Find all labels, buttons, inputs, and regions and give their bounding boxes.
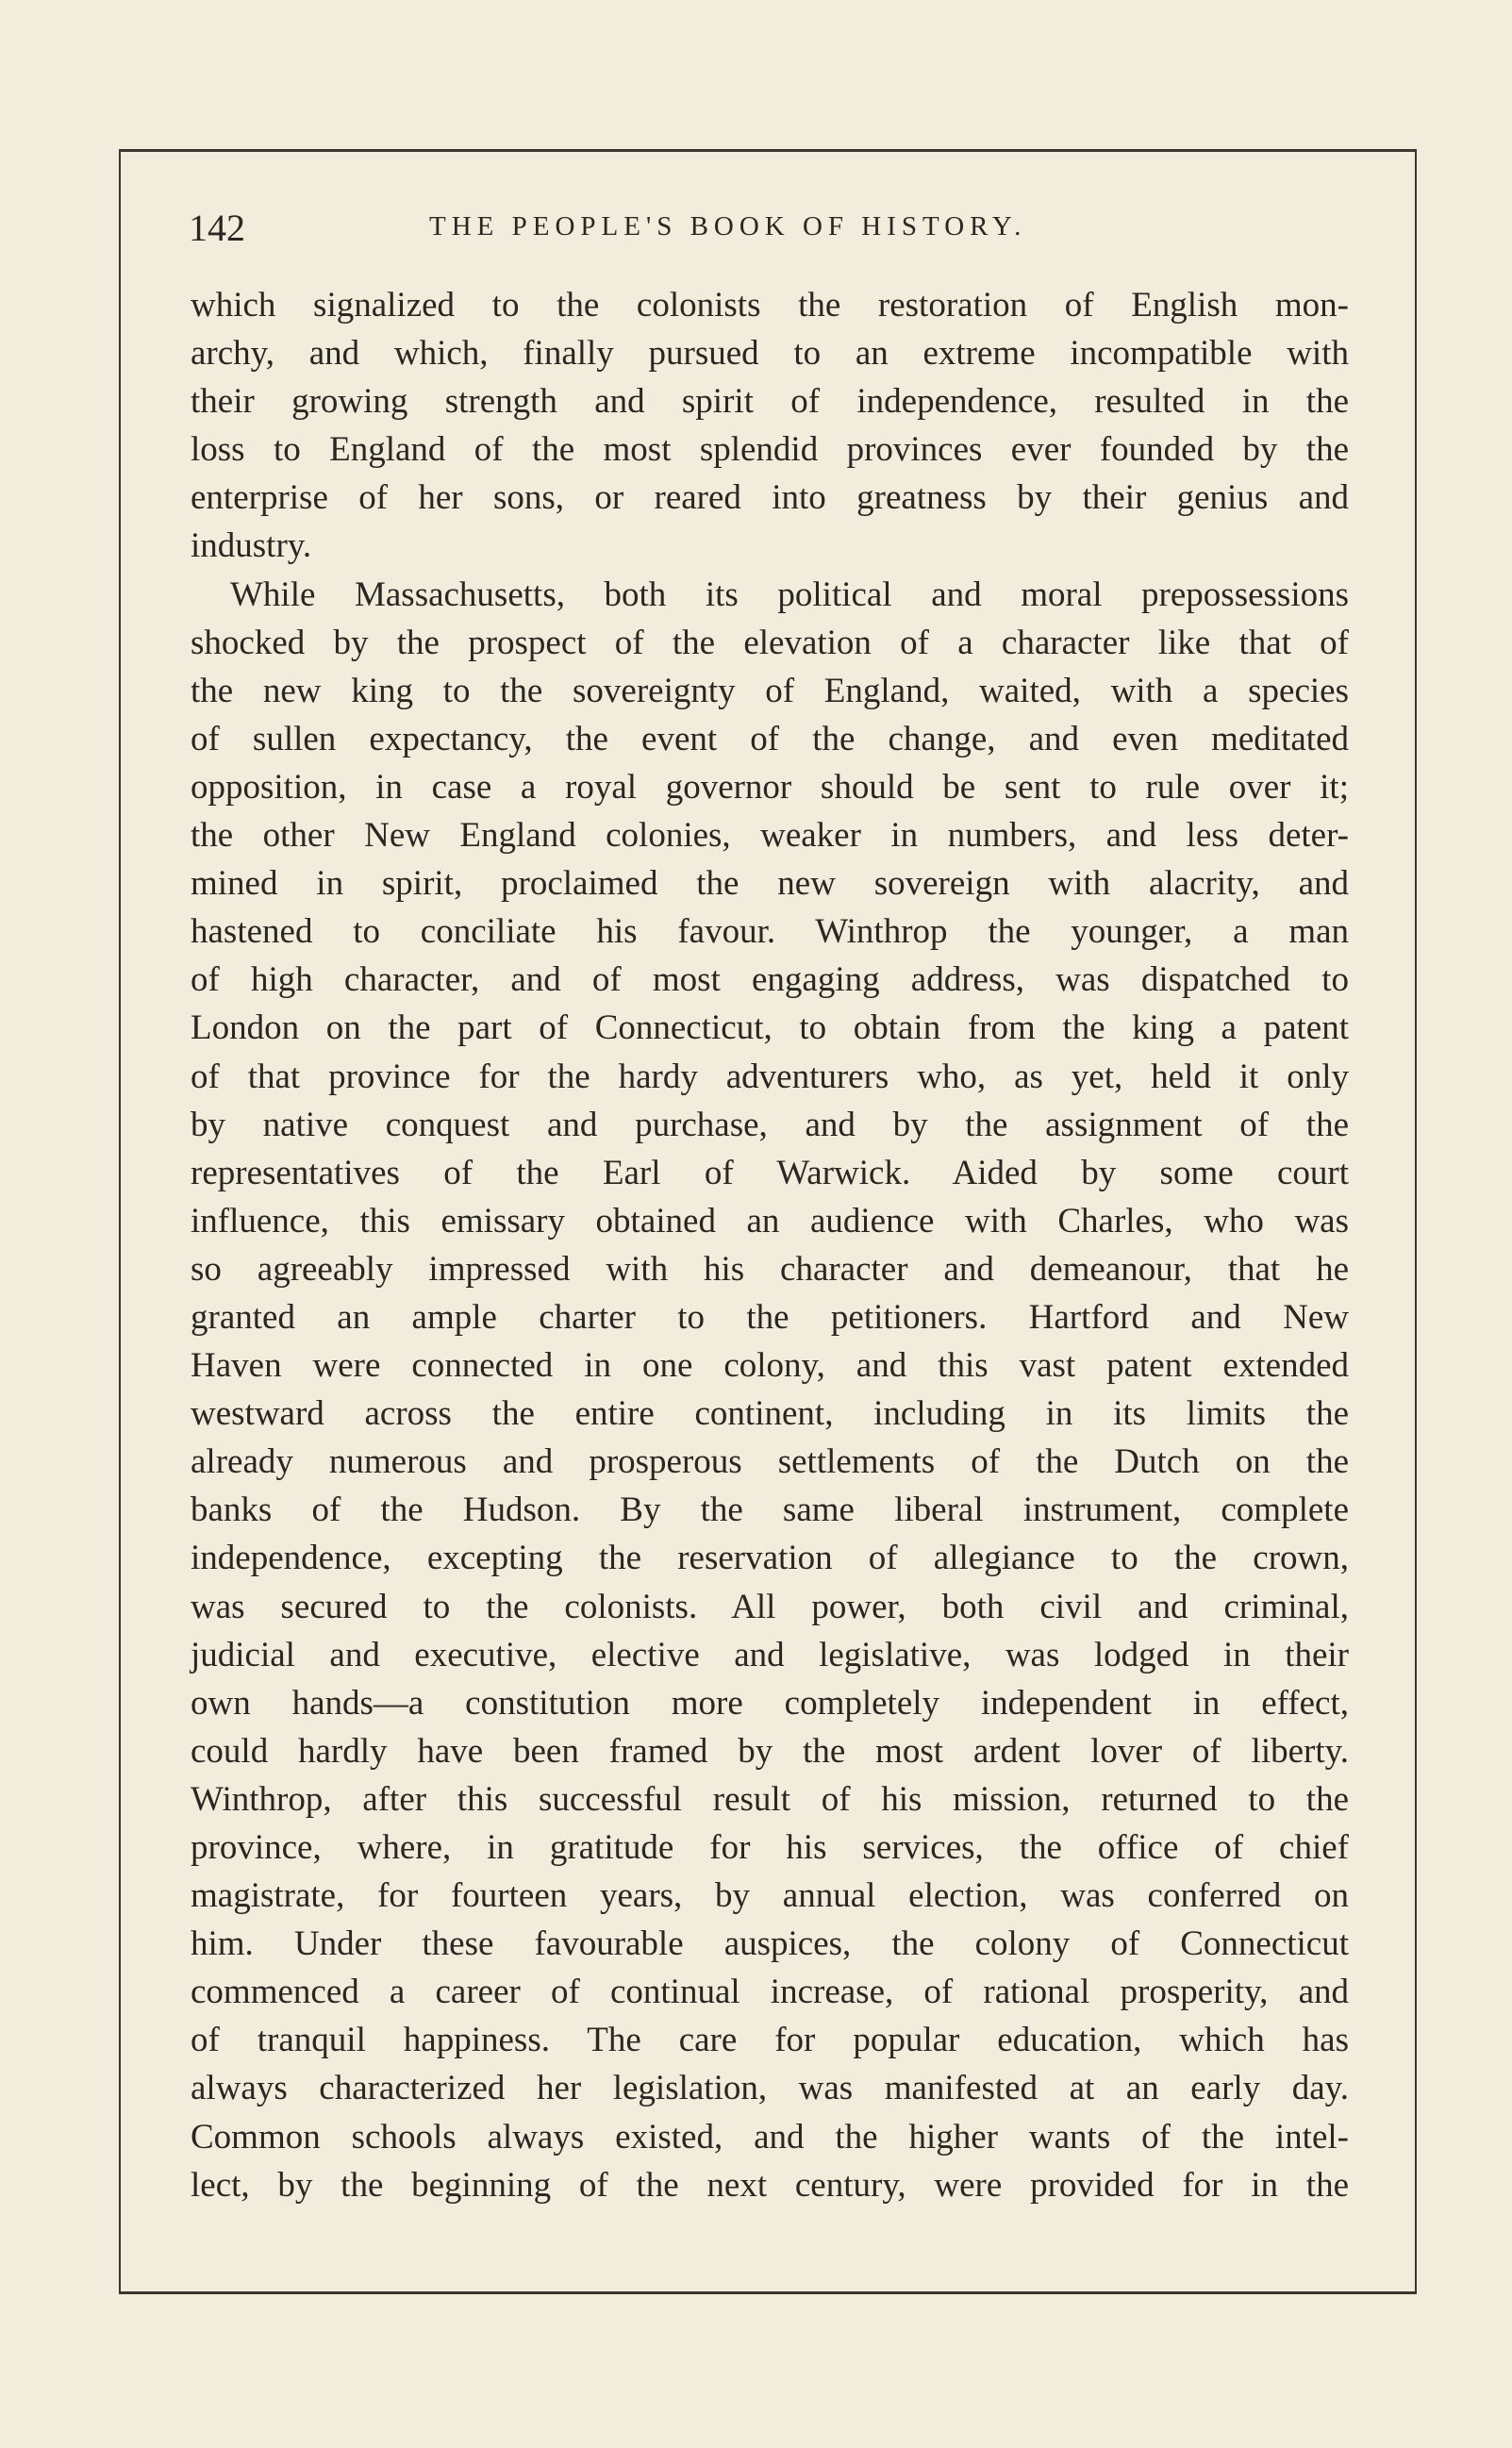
text-line: Haven were connected in one colony, and this vast patent extended	[191, 1346, 1349, 1386]
text-line: commenced a career of continual increase, of rational prosperity, and	[191, 1973, 1349, 2012]
text-line: own hands—a constitution more completely independent in effect,	[191, 1683, 1349, 1723]
body-text	[191, 281, 1349, 2209]
text-line: the other New England colonies, weaker in numbers, and less deter-	[191, 816, 1349, 856]
page-number: 142	[189, 207, 245, 249]
text-line: so agreeably impressed with his character and demeanour, that he	[191, 1249, 1349, 1289]
text-line: mined in spirit, proclaimed the new sovereign with alacrity, and	[191, 864, 1349, 904]
text-line: representatives of the Earl of Warwick. Aided by some court	[191, 1153, 1349, 1192]
text-line: banks of the Hudson. By the same liberal instrument, complete	[191, 1490, 1349, 1530]
text-line: London on the part of Connecticut, to obtain from the king a patent	[191, 1008, 1349, 1048]
text-line: judicial and executive, elective and legislative, was lodged in their	[191, 1635, 1349, 1674]
running-title: THE PEOPLE'S BOOK OF HISTORY.	[429, 211, 1027, 241]
text-line: the new king to the sovereignty of England, waited, with a species	[191, 671, 1349, 710]
text-line: of sullen expectancy, the event of the change, and even meditated	[191, 719, 1349, 758]
text-line: opposition, in case a royal governor should be sent to rule over it;	[191, 767, 1349, 807]
text-line: shocked by the prospect of the elevation of a character like that of	[191, 623, 1349, 662]
text-line: Winthrop, after this successful result of his mission, returned to the	[191, 1779, 1349, 1819]
text-line: of that province for the hardy adventurers who, as yet, held it only	[191, 1057, 1349, 1096]
text-line: by native conquest and purchase, and by the assignment of the	[191, 1105, 1349, 1144]
text-line: magistrate, for fourteen years, by annual election, was conferred on	[191, 1876, 1349, 1916]
text-line: granted an ample charter to the petitioners. Hartford and New	[191, 1297, 1349, 1337]
text-line: industry.	[191, 526, 312, 566]
text-line: could hardly have been framed by the most ardent lover of liberty.	[191, 1731, 1349, 1771]
text-line: him. Under these favourable auspices, the colony of Connecticut	[191, 1924, 1349, 1964]
text-line: independence, excepting the reservation of allegiance to the crown,	[191, 1539, 1349, 1578]
text-line: was secured to the colonists. All power, both civil and criminal,	[191, 1587, 1349, 1626]
text-line: archy, and which, finally pursued to an extreme incompatible with	[191, 334, 1349, 374]
text-line: which signalized to the colonists the restoration of English mon-	[191, 286, 1349, 325]
text-line: lect, by the beginning of the next century, were provided for in the	[191, 2165, 1349, 2205]
text-line: always characterized her legislation, was manifested at an early day.	[191, 2069, 1349, 2108]
text-line: influence, this emissary obtained an audience with Charles, who was	[191, 1201, 1349, 1241]
text-line: westward across the entire continent, including in its limits the	[191, 1394, 1349, 1434]
text-line: Common schools always existed, and the higher wants of the intel-	[191, 2117, 1349, 2157]
text-line: already numerous and prosperous settlements of the Dutch on the	[191, 1442, 1349, 1482]
text-line: While Massachusetts, both its political and moral prepossessions	[230, 575, 1349, 614]
text-line: province, where, in gratitude for his services, the office of chief	[191, 1828, 1349, 1867]
text-line: enterprise of her sons, or reared into greatness by their genius and	[191, 478, 1349, 518]
text-line: hastened to conciliate his favour. Winthrop the younger, a man	[191, 912, 1349, 952]
text-line: of tranquil happiness. The care for popular education, which has	[191, 2021, 1349, 2060]
text-line: loss to England of the most splendid provinces ever founded by the	[191, 430, 1349, 470]
text-line: of high character, and of most engaging address, was dispatched to	[191, 960, 1349, 1000]
text-line: their growing strength and spirit of independence, resulted in the	[191, 382, 1349, 422]
